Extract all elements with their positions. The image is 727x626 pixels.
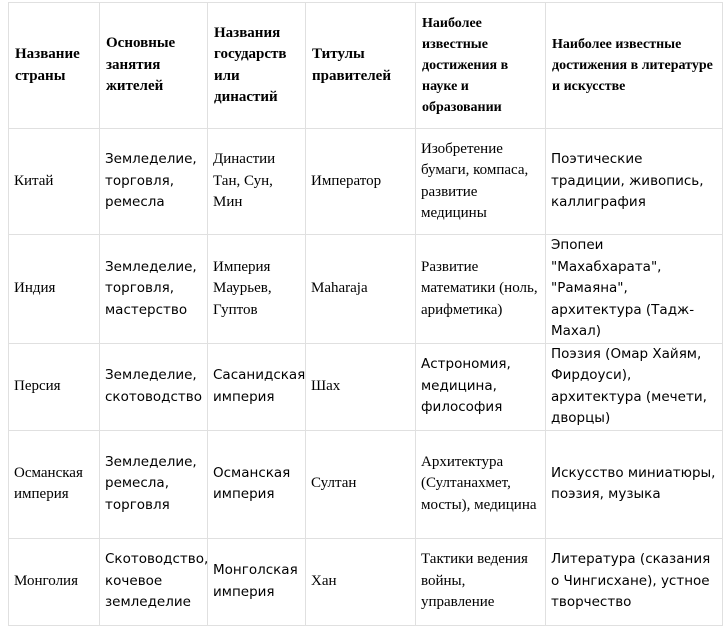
cell-title: Император <box>306 129 416 235</box>
table-row <box>9 235 723 344</box>
cell-arts: Поэзия (Омар Хайям, Фирдоуси), архитектура (мечети, дворцы) <box>546 343 723 430</box>
cell-dynasties: Османская империя <box>208 430 306 538</box>
cell-science: Развитие математики (ноль, арифметика) <box>416 235 546 344</box>
history-table <box>8 2 723 626</box>
cell-science: Астрономия, медицина, философия <box>416 343 546 430</box>
header-title: Титулы правителей <box>306 3 416 129</box>
header-science: Наиболее известные достижения в науке и образовании <box>416 3 546 129</box>
cell-dynasties: Монголская империя <box>208 538 306 625</box>
cell-dynasties: Династии Тан, Сун, Мин <box>208 129 306 235</box>
header-arts: Наиболее известные достижения в литературе и искусстве <box>546 3 723 129</box>
table-row <box>9 430 723 538</box>
cell-science: Архитектура (Султанахмет, мосты), медицина <box>416 430 546 538</box>
cell-title: Султан <box>306 430 416 538</box>
cell-occupations: Земледелие, торговля, ремесла <box>100 129 208 235</box>
cell-country: Персия <box>9 343 100 430</box>
cell-occupations: Земледелие, ремесла, торговля <box>100 430 208 538</box>
cell-country: Китай <box>9 129 100 235</box>
header-country: Название страны <box>9 3 100 129</box>
cell-dynasties: Сасанидская империя <box>208 343 306 430</box>
cell-country: Османская империя <box>9 430 100 538</box>
cell-title: Хан <box>306 538 416 625</box>
cell-occupations: Земледелие, скотоводство <box>100 343 208 430</box>
cell-occupations: Скотоводство, кочевое земледелие <box>100 538 208 625</box>
cell-country: Монголия <box>9 538 100 625</box>
cell-dynasties: Империя Маурьев, Гуптов <box>208 235 306 344</box>
cell-science: Тактики ведения войны, управление <box>416 538 546 625</box>
cell-arts: Поэтические традиции, живопись, каллиграфия <box>546 129 723 235</box>
cell-arts: Искусство миниатюры, поэзия, музыка <box>546 430 723 538</box>
cell-title: Шах <box>306 343 416 430</box>
header-dynasties: Названия государств или династий <box>208 3 306 129</box>
table-header-row <box>9 3 723 129</box>
cell-occupations: Земледелие, торговля, мастерство <box>100 235 208 344</box>
cell-title: Maharaja <box>306 235 416 344</box>
cell-science: Изобретение бумаги, компаса, развитие медицины <box>416 129 546 235</box>
cell-arts: Эпопеи "Махабхарата", "Рамаяна", архитектура (Тадж-Махал) <box>546 235 723 344</box>
table-row <box>9 129 723 235</box>
table-row <box>9 343 723 430</box>
header-occupations: Основные занятия жителей <box>100 3 208 129</box>
cell-arts: Литература (сказания о Чингисхане), устное творчество <box>546 538 723 625</box>
table-row <box>9 538 723 625</box>
cell-country: Индия <box>9 235 100 344</box>
